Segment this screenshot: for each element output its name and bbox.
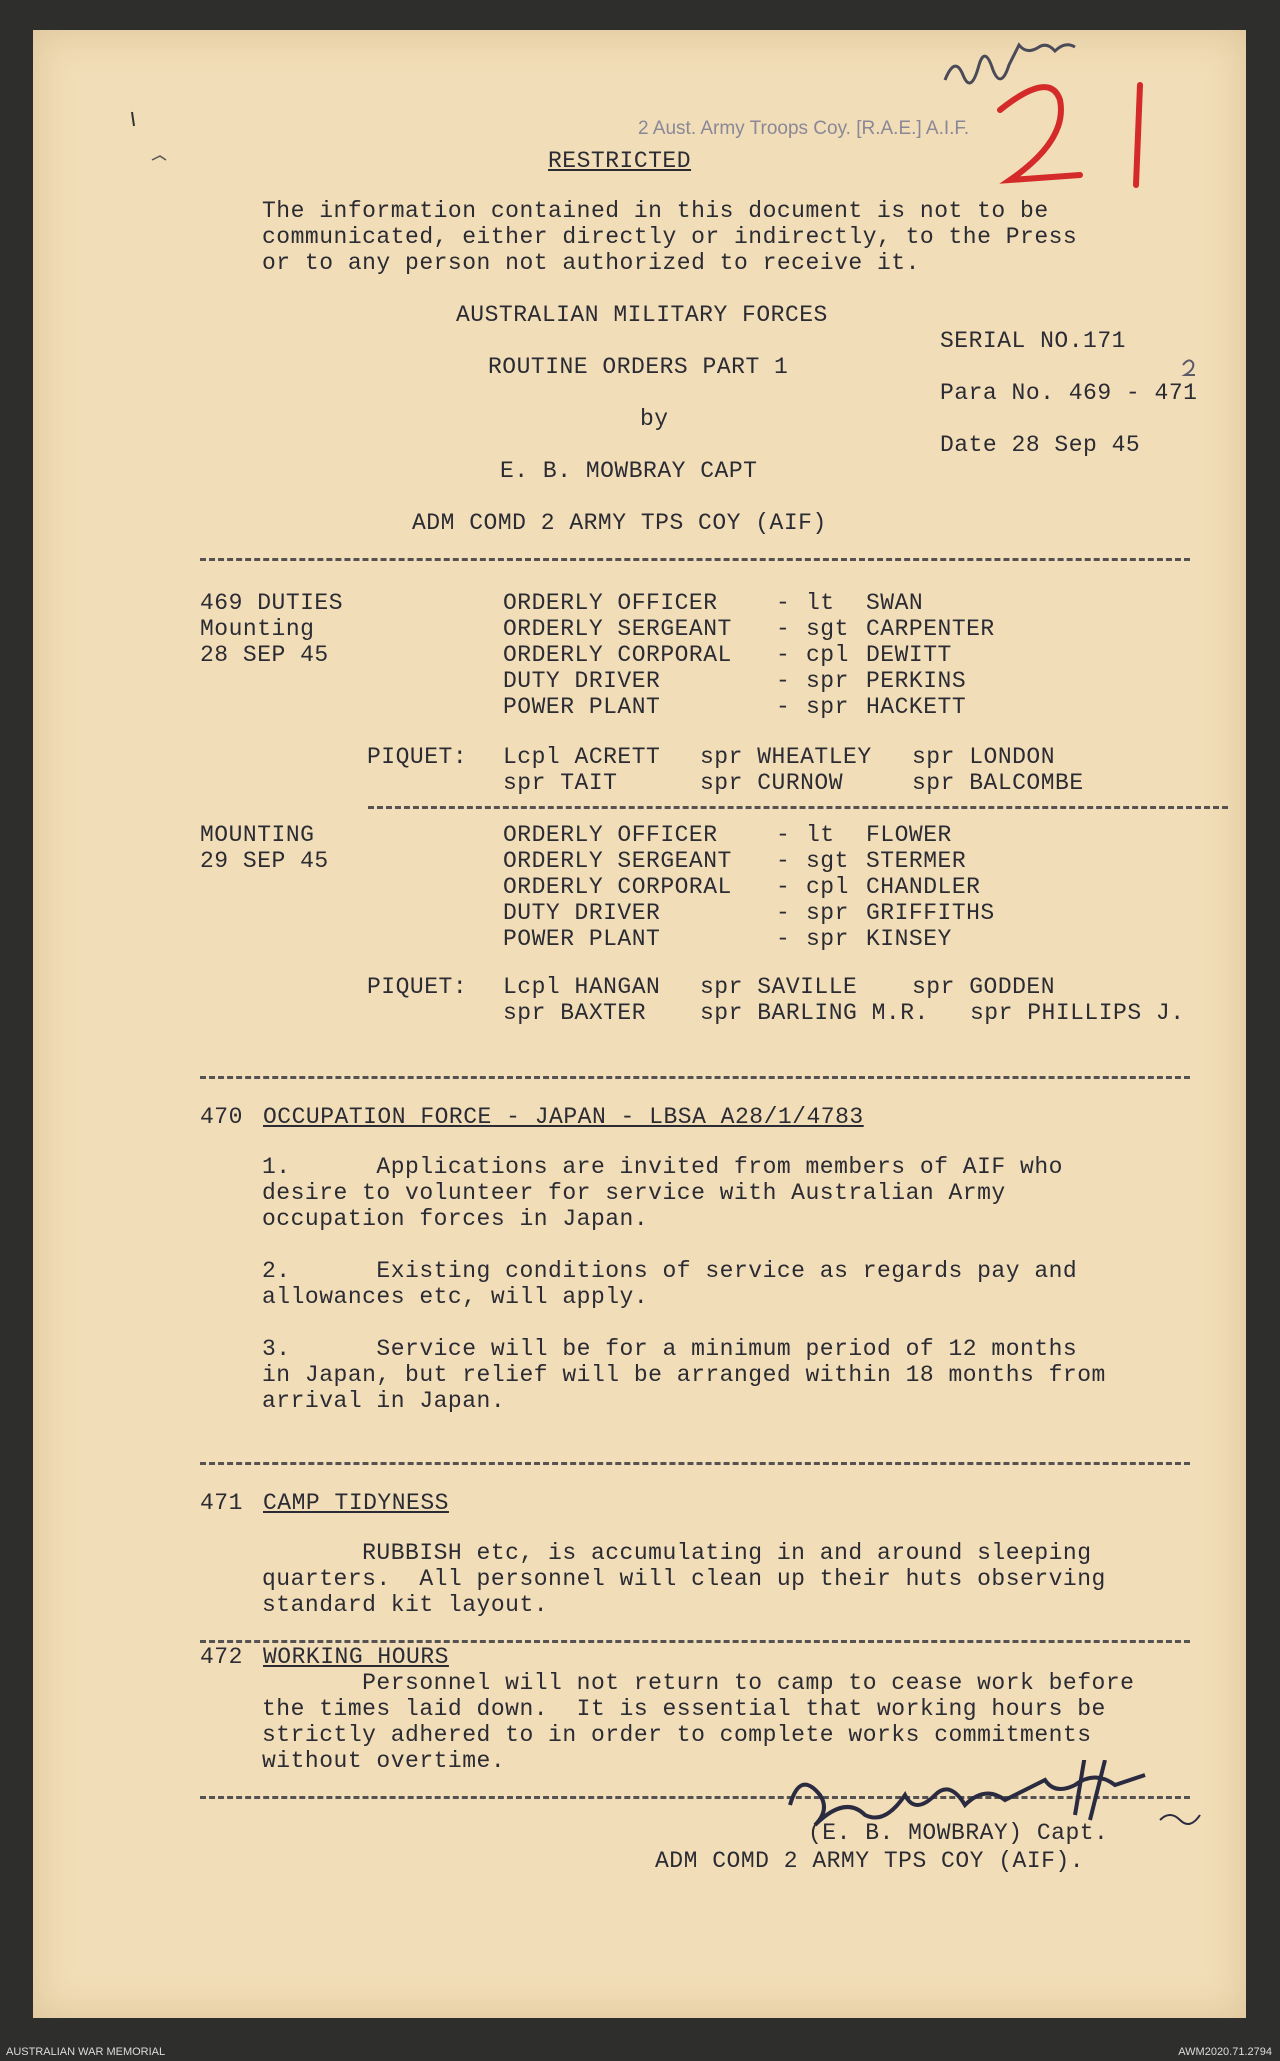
duty-name: DEWITT (866, 642, 952, 668)
duty-name: CARPENTER (866, 616, 995, 642)
duty-dash: - (776, 668, 791, 694)
duties-mounting-1: Mounting (200, 616, 315, 642)
para-470-p2-l2: allowances etc, will apply. (262, 1284, 649, 1310)
duty-name: KINSEY (866, 926, 952, 952)
para-470-p3-l2: in Japan, but relief will be arranged within 18 months from (262, 1362, 1106, 1388)
notice-line-1: The information contained in this document is not to be (262, 198, 1049, 224)
duty-name: FLOWER (866, 822, 952, 848)
para-471-number: 471 (200, 1490, 243, 1516)
divider (200, 1640, 1190, 1643)
duty-dash: - (776, 900, 791, 926)
para-471-l3: standard kit layout. (262, 1592, 549, 1618)
duty-role: ORDERLY CORPORAL (503, 874, 732, 900)
issuing-command: ADM COMD 2 ARMY TPS COY (AIF) (412, 510, 827, 536)
duty-dash: - (776, 926, 791, 952)
divider (368, 806, 1228, 809)
para-470-p1-l2: desire to volunteer for service with Australian Army (262, 1180, 1006, 1206)
para-470-p1-l3: occupation forces in Japan. (262, 1206, 649, 1232)
para-472-l1: Personnel will not return to camp to cease work before (262, 1670, 1135, 1696)
piquet-2-f: spr PHILLIPS J. (970, 1000, 1185, 1026)
piquet-label-2: PIQUET: (367, 974, 468, 1000)
para-470-p1-l1: 1. Applications are invited from members of AIF who (262, 1154, 1063, 1180)
signatory-name: (E. B. MOWBRAY) Capt. (808, 1820, 1109, 1846)
duties-date-1: 28 SEP 45 (200, 642, 329, 668)
restricted-heading: RESTRICTED (548, 148, 692, 174)
divider (200, 1076, 1190, 1079)
signatory-command: ADM COMD 2 ARMY TPS COY (AIF). (655, 1848, 1085, 1874)
order-date: Date 28 Sep 45 (940, 432, 1141, 458)
para-472-l4: without overtime. (262, 1748, 506, 1774)
duties-heading-2: MOUNTING (200, 822, 315, 848)
para-471-l2: quarters. All personnel will clean up their huts observing (262, 1566, 1106, 1592)
para-470-title: OCCUPATION FORCE - JAPAN - LBSA A28/1/4783 (263, 1104, 864, 1130)
para-472-number: 472 (200, 1644, 243, 1670)
issuing-officer: E. B. MOWBRAY CAPT (500, 458, 758, 484)
piquet-2-c: spr GODDEN (912, 974, 1056, 1000)
para-472-title: WORKING HOURS (263, 1644, 449, 1670)
duty-name: PERKINS (866, 668, 967, 694)
duty-name: HACKETT (866, 694, 967, 720)
piquet-1-a: Lcpl ACRETT (503, 744, 661, 770)
duty-role: POWER PLANT (503, 694, 661, 720)
piquet-1-d: spr TAIT (503, 770, 618, 796)
serial-number: SERIAL NO.171 (940, 328, 1126, 354)
duty-role: POWER PLANT (503, 926, 661, 952)
piquet-1-c: spr LONDON (912, 744, 1056, 770)
duty-rank: cpl (806, 874, 849, 900)
duty-name: CHANDLER (866, 874, 981, 900)
piquet-1-b: spr WHEATLEY (700, 744, 872, 770)
para-471-l1: RUBBISH etc, is accumulating in and around sleeping (262, 1540, 1092, 1566)
duty-dash: - (776, 642, 791, 668)
forces-title: AUSTRALIAN MILITARY FORCES (456, 302, 828, 328)
para-numbers: Para No. 469 - 471 (940, 380, 1198, 406)
piquet-2-e: spr BARLING M.R. (700, 1000, 929, 1026)
duty-role: ORDERLY CORPORAL (503, 642, 732, 668)
duty-dash: - (776, 848, 791, 874)
para-472-l2: the times laid down. It is essential that working hours be (262, 1696, 1106, 1722)
duty-dash: - (776, 616, 791, 642)
piquet-2-d: spr BAXTER (503, 1000, 647, 1026)
duty-dash: - (776, 694, 791, 720)
piquet-1-e: spr CURNOW (700, 770, 844, 796)
duty-rank: sgt (806, 848, 849, 874)
duty-dash: - (776, 590, 791, 616)
divider (200, 558, 1190, 561)
duty-rank: spr (806, 668, 849, 694)
duty-rank: cpl (806, 642, 849, 668)
divider (200, 1462, 1190, 1465)
para-470-p2-l1: 2. Existing conditions of service as regards pay and (262, 1258, 1078, 1284)
notice-line-2: communicated, either directly or indirectly, to the Press (262, 224, 1078, 250)
duty-name: STERMER (866, 848, 967, 874)
duty-rank: sgt (806, 616, 849, 642)
notice-line-3: or to any person not authorized to receive it. (262, 250, 920, 276)
footer-right: AWM2020.71.2794 (1178, 2046, 1272, 2058)
duty-role: ORDERLY SERGEANT (503, 616, 732, 642)
para-472-l3: strictly adhered to in order to complete works commitments (262, 1722, 1092, 1748)
duty-name: SWAN (866, 590, 924, 616)
duty-role: ORDERLY SERGEANT (503, 848, 732, 874)
piquet-2-a: Lcpl HANGAN (503, 974, 661, 1000)
para-470-number: 470 (200, 1104, 243, 1130)
duty-dash: - (776, 874, 791, 900)
duties-heading-1: 469 DUTIES (200, 590, 344, 616)
para-470-p3-l3: arrival in Japan. (262, 1388, 506, 1414)
duty-role: ORDERLY OFFICER (503, 590, 718, 616)
duty-dash: - (776, 822, 791, 848)
footer-left: AUSTRALIAN WAR MEMORIAL (6, 2046, 166, 2058)
duty-name: GRIFFITHS (866, 900, 995, 926)
by-text: by (640, 406, 669, 432)
duty-rank: spr (806, 926, 849, 952)
duty-role: DUTY DRIVER (503, 668, 661, 694)
duties-date-2: 29 SEP 45 (200, 848, 329, 874)
unit-stamp: 2 Aust. Army Troops Coy. [R.A.E.] A.I.F. (638, 118, 970, 139)
para-470-p3-l1: 3. Service will be for a minimum period of 12 months (262, 1336, 1078, 1362)
piquet-2-b: spr SAVILLE (700, 974, 858, 1000)
duty-role: DUTY DRIVER (503, 900, 661, 926)
duty-rank: spr (806, 694, 849, 720)
para-471-title: CAMP TIDYNESS (263, 1490, 449, 1516)
routine-orders-title: ROUTINE ORDERS PART 1 (488, 354, 789, 380)
piquet-label-1: PIQUET: (367, 744, 468, 770)
duty-rank: spr (806, 900, 849, 926)
duty-rank: lt (806, 590, 835, 616)
duty-rank: lt (806, 822, 835, 848)
duty-role: ORDERLY OFFICER (503, 822, 718, 848)
piquet-1-f: spr BALCOMBE (912, 770, 1084, 796)
